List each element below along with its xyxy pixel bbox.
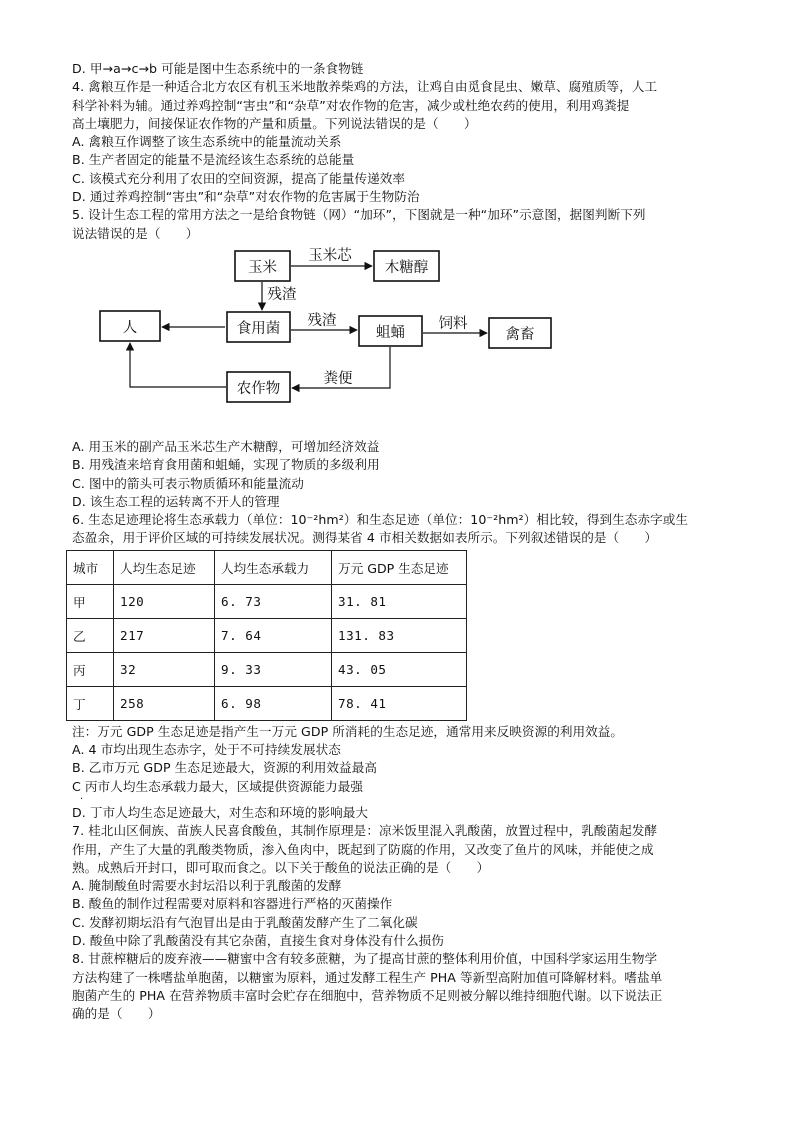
- arrow-crop-to-human: [130, 343, 226, 387]
- question-8-stem: 8. 甘蔗榨糖后的废弃液——糖蜜中含有较多蔗糖，为了提高甘蔗的整体利用价值，中国科学家运用生物学: [72, 951, 658, 967]
- node-maggot: 蛆蛹: [376, 324, 405, 341]
- city-data-table: [66, 550, 467, 721]
- text-line: 高土壤肥力，间接保证农作物的产量和质量。下列说法错误的是（ ）: [72, 115, 477, 131]
- table-header-row: [67, 550, 467, 584]
- option-b: B. 酸鱼的制作过程需要对原料和容器进行严格的灭菌操作: [72, 896, 393, 912]
- table-cell: 乙: [67, 618, 114, 652]
- question-6-stem: 6. 生态足迹理论将生态承载力（单位：10⁻²hm²）和生态足迹（单位：10⁻²hm²）相比较，得到生态赤字或生: [72, 512, 689, 528]
- text-line: D. 甲→a→c→b 可能是图中生态系统中的一条食物链: [72, 61, 364, 76]
- text-line: 方法构建了一株嗜盐单胞菌，以糖蜜为原料，通过发酵工程生产 PHA 等新型高附加值可降解材料。嗜盐单: [72, 969, 663, 985]
- table-row: [67, 686, 467, 720]
- table-cell: 6. 73: [215, 584, 332, 618]
- table-cell: 120: [114, 584, 215, 618]
- edge-label-residue-2: 残渣: [307, 312, 337, 329]
- option-d: D. 通过养鸡控制“害虫”和“杂草”对农作物的危害属于生物防治: [72, 189, 420, 205]
- table-header-cell: 人均生态足迹: [114, 550, 215, 584]
- table-header-cell: 万元 GDP 生态足迹: [332, 550, 467, 584]
- option-a: A. 腌制酸鱼时需要水封坛沿以利于乳酸菌的发酵: [72, 878, 342, 894]
- option-b: B. 生产者固定的能量不是流经该生态系统的总能量: [72, 152, 355, 168]
- option-c: C. 图中的箭头可表示物质循环和能量流动: [72, 475, 304, 491]
- option-d: D. 该生态工程的运转离不开人的管理: [72, 493, 280, 509]
- table-cell: 43. 05: [332, 652, 467, 686]
- text-line: 说法错误的是（ ）: [72, 225, 199, 241]
- option-a: A. 4 市均出现生态赤字，处于不可持续发展状态: [72, 742, 341, 758]
- table-cell: 32: [114, 652, 215, 686]
- table-cell: 甲: [67, 584, 114, 618]
- node-human: 人: [122, 319, 138, 336]
- text-line: 确的是（ ）: [72, 1006, 161, 1022]
- edge-label-corncob: 玉米芯: [308, 247, 352, 264]
- table-cell: 9. 33: [215, 652, 332, 686]
- exam-page: [72, 60, 727, 1024]
- stray-dot: ·: [80, 793, 84, 805]
- table-cell: 7. 64: [215, 618, 332, 652]
- text-line: 胞菌产生的 PHA 在营养物质丰富时会贮存在细胞中，营养物质不足则被分解以维持细胞代谢。以下说法正: [72, 987, 663, 1003]
- text-line: 态盈余，用于评价区域的可持续发展状况。测得某省 4 市相关数据如表所示。下列叙述错误的是（ ）: [72, 530, 658, 546]
- node-crop: 农作物: [236, 380, 281, 397]
- table-cell: 131. 83: [332, 618, 467, 652]
- table-note: 注：万元 GDP 生态足迹是指产生一万元 GDP 所消耗的生态足迹，通常用来反映资源的利用效益。: [72, 723, 624, 739]
- edge-label-manure: 粪便: [323, 370, 353, 387]
- text-line: 熟。成熟后开封口，即可取而食之。以下关于酸鱼的说法正确的是（ ）: [72, 859, 490, 875]
- table-cell: 217: [114, 618, 215, 652]
- question-block-top: [72, 60, 727, 243]
- text-line: 科学补料为辅。通过养鸡控制“害虫”和“杂草”对农作物的危害，减少或杜绝农药的使用，利用鸡粪提: [72, 97, 630, 113]
- table-cell: 258: [114, 686, 215, 720]
- table-cell: 6. 98: [215, 686, 332, 720]
- table-row: [67, 618, 467, 652]
- option-d: D. 丁市人均生态足迹最大，对生态和环境的影响最大: [72, 804, 369, 820]
- option-a: A. 禽粮互作调整了该生态系统中的能量流动关系: [72, 134, 342, 150]
- option-c: C. 该模式充分利用了农田的空间资源，提高了能量传递效率: [72, 170, 406, 186]
- edge-label-residue-1: 残渣: [267, 286, 297, 303]
- table-cell: 丙: [67, 652, 114, 686]
- table-cell: 丁: [67, 686, 114, 720]
- text-line: 作用，产生了大量的乳酸类物质，渗入鱼肉中，既起到了防腐的作用，又改变了鱼片的风味，并能使之成: [72, 841, 654, 857]
- node-corn: 玉米: [248, 259, 277, 276]
- question-4-stem: 4. 禽粮互作是一种适合北方农区有机玉米地散养柴鸡的方法，让鸡自由觅食昆虫、嫩草、腐殖质等，人工: [72, 79, 658, 95]
- node-fungus: 食用菌: [236, 320, 281, 337]
- option-a: A. 用玉米的副产品玉米芯生产木糖醇，可增加经济效益: [72, 438, 380, 454]
- table-cell: 78. 41: [332, 686, 467, 720]
- node-livestock: 禽畜: [505, 326, 535, 343]
- option-c: C 丙市人均生态承载力最大，区域提供资源能力最强: [72, 778, 364, 794]
- diagram-svg: [72, 246, 727, 436]
- question-6-options: [72, 723, 727, 804]
- option-c: C. 发酵初期坛沿有气泡冒出是由于乳酸菌发酵产生了二氧化碳: [72, 914, 418, 930]
- question-block-bottom: [72, 804, 727, 1024]
- option-b: B. 乙市万元 GDP 生态足迹最大，资源的利用效益最高: [72, 760, 377, 776]
- table-header-cell: 城市: [67, 550, 114, 584]
- question-7-stem: 7. 桂北山区侗族、苗族人民喜食酸鱼，其制作原理是：凉米饭里混入乳酸菌，放置过程中，乳酸菌起发酵: [72, 823, 658, 839]
- table-row: [67, 584, 467, 618]
- question-5-options: [72, 438, 727, 548]
- table-row: [67, 652, 467, 686]
- edge-label-feed: 饲料: [438, 315, 468, 332]
- option-d: D. 酸鱼中除了乳酸菌没有其它杂菌，直接生食对身体没有什么损伤: [72, 933, 444, 949]
- node-xylitol: 木糖醇: [384, 259, 429, 276]
- table-cell: 31. 81: [332, 584, 467, 618]
- ecological-loop-diagram: [72, 246, 727, 436]
- table-header-cell: 人均生态承载力: [215, 550, 332, 584]
- option-b: B. 用残渣来培育食用菌和蛆蛹，实现了物质的多级利用: [72, 457, 380, 473]
- question-5-stem: 5. 设计生态工程的常用方法之一是给食物链（网）“加环”，下图就是一种“加环”示意图，据图判断下列: [72, 207, 646, 223]
